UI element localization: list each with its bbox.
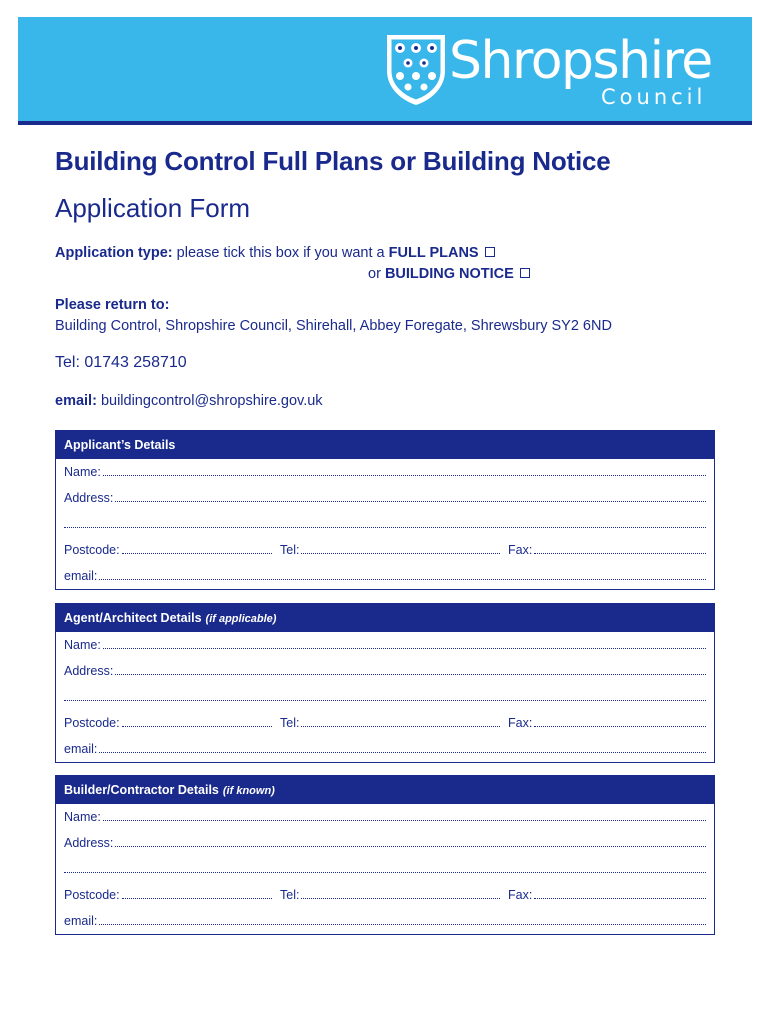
tel-label: Tel: [280, 888, 300, 902]
logo-wordmark: Shropshire [449, 31, 712, 91]
email-field[interactable] [56, 908, 714, 934]
page-title: Building Control Full Plans or Building Notice [55, 146, 611, 176]
section-note: (if applicable) [205, 613, 277, 625]
address-field[interactable] [56, 485, 714, 511]
name-field[interactable] [56, 632, 714, 658]
address-label: Address: [64, 491, 114, 505]
return-label: Please return to: [55, 297, 170, 313]
dotted-line [103, 648, 706, 649]
telephone: Tel: 01743 258710 [55, 354, 187, 371]
return-address: Building Control, Shropshire Council, Shirehall, Abbey Foregate, Shrewsbury SY2 6ND [55, 318, 612, 334]
dotted-line [122, 898, 272, 899]
application-type-text: please tick this box if you want a [176, 245, 385, 261]
dotted-line [103, 820, 706, 821]
dotted-line [99, 579, 706, 580]
tel-label: Tel: [280, 543, 300, 557]
dotted-line [103, 475, 706, 476]
dotted-line [301, 553, 500, 554]
section-title: Builder/Contractor Details [64, 783, 219, 797]
building-notice-line [368, 266, 530, 282]
dotted-line [301, 726, 500, 727]
postcode-label: Postcode: [64, 888, 120, 902]
postcode-label: Postcode: [64, 716, 120, 730]
dotted-line [115, 846, 706, 847]
details-section [55, 603, 715, 763]
logo-subtitle: Council [601, 85, 707, 109]
dotted-line [64, 700, 706, 701]
dotted-line [534, 898, 706, 899]
dotted-line [122, 726, 272, 727]
tel-label: Tel: [280, 716, 300, 730]
contact-row [56, 537, 714, 563]
dotted-line [301, 898, 500, 899]
crest-icon [383, 31, 449, 107]
header-rule [18, 121, 752, 125]
section-title: Applicant’s Details [64, 438, 176, 452]
address-field[interactable] [56, 658, 714, 684]
dotted-line [115, 674, 706, 675]
fax-label: Fax: [508, 543, 533, 557]
section-header [56, 431, 714, 459]
postcode-field[interactable] [64, 888, 272, 902]
dotted-line [64, 872, 706, 873]
dotted-line [99, 924, 706, 925]
building-notice-label: BUILDING NOTICE [384, 266, 514, 282]
email-field[interactable] [56, 736, 714, 762]
building-notice-checkbox[interactable] [520, 268, 530, 278]
tel-field[interactable] [280, 888, 500, 902]
postcode-field[interactable] [64, 716, 272, 730]
fax-field[interactable] [508, 543, 706, 557]
address-line-2-field[interactable] [56, 511, 714, 537]
name-label: Name: [64, 638, 101, 652]
email-label: email: [55, 393, 97, 409]
address-field[interactable] [56, 830, 714, 856]
tel-field[interactable] [280, 543, 500, 557]
address-line-2-field[interactable] [56, 684, 714, 710]
address-line-2-field[interactable] [56, 856, 714, 882]
postcode-label: Postcode: [64, 543, 120, 557]
email-field[interactable] [56, 563, 714, 589]
fax-field[interactable] [508, 888, 706, 902]
section-header [56, 776, 714, 804]
section-note: (if known) [222, 785, 275, 797]
contact-row [56, 710, 714, 736]
dotted-line [534, 553, 706, 554]
email-value[interactable]: buildingcontrol@shropshire.gov.uk [100, 393, 323, 409]
full-plans-checkbox[interactable] [485, 247, 495, 257]
address-label: Address: [64, 836, 114, 850]
application-type-label: Application type: [55, 245, 173, 261]
fax-label: Fax: [508, 888, 533, 902]
name-field[interactable] [56, 459, 714, 485]
or-text: or [368, 266, 381, 282]
email-field-label: email: [64, 914, 98, 928]
email-field-label: email: [64, 569, 98, 583]
name-label: Name: [64, 465, 101, 479]
dotted-line [64, 527, 706, 528]
name-field[interactable] [56, 804, 714, 830]
full-plans-label: FULL PLANS [388, 245, 479, 261]
dotted-line [534, 726, 706, 727]
details-section [55, 775, 715, 935]
postcode-field[interactable] [64, 543, 272, 557]
fax-field[interactable] [508, 716, 706, 730]
section-header [56, 604, 714, 632]
fax-label: Fax: [508, 716, 533, 730]
section-title: Agent/Architect Details [64, 611, 202, 625]
council-logo [383, 31, 713, 109]
contact-row [56, 882, 714, 908]
contact-email [55, 393, 323, 409]
dotted-line [99, 752, 706, 753]
email-field-label: email: [64, 742, 98, 756]
address-label: Address: [64, 664, 114, 678]
details-section [55, 430, 715, 590]
dotted-line [115, 501, 706, 502]
page-subtitle: Application Form [55, 193, 251, 223]
tel-field[interactable] [280, 716, 500, 730]
dotted-line [122, 553, 272, 554]
application-type-line [55, 245, 495, 261]
name-label: Name: [64, 810, 101, 824]
